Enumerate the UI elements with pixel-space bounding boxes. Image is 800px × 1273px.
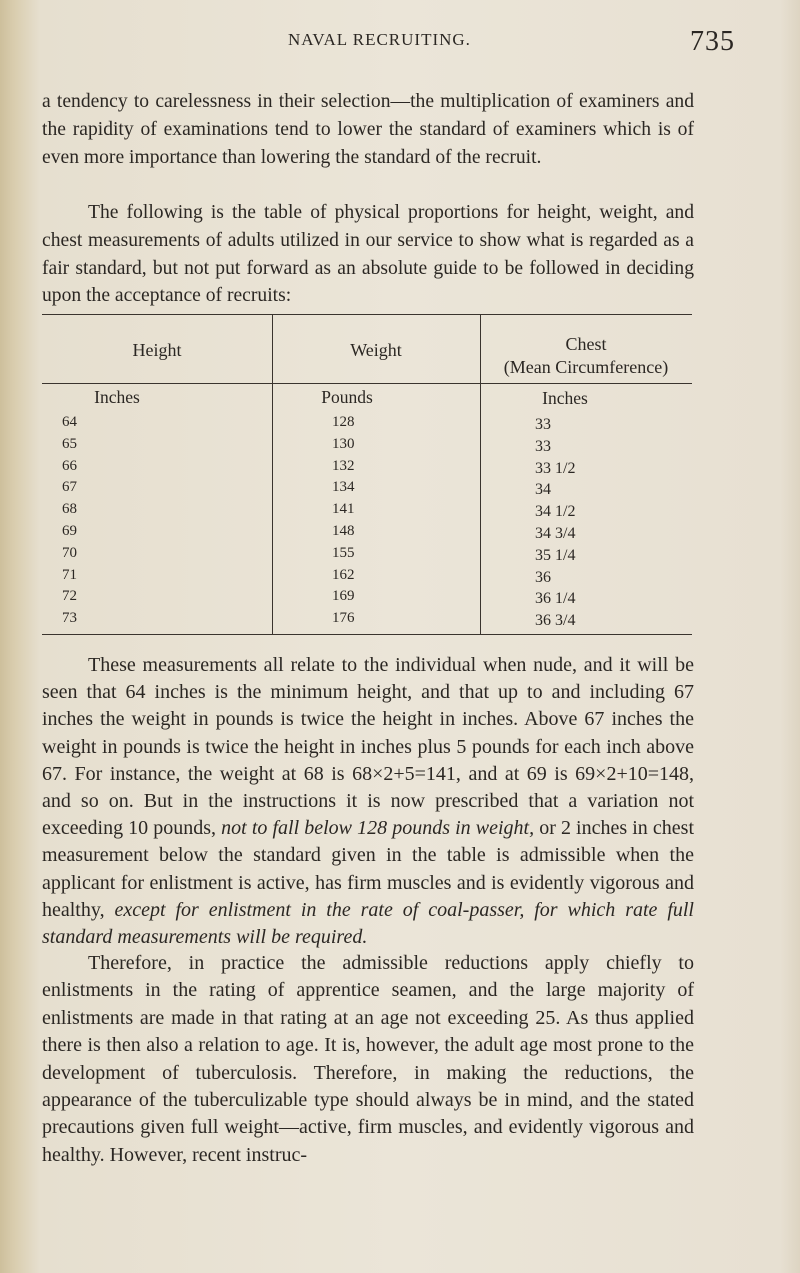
- table-cell-chest: 34 1/2: [535, 503, 576, 521]
- table-cell-weight: 155: [332, 544, 355, 561]
- height-column: [62, 412, 77, 630]
- table-column-divider: [272, 314, 273, 635]
- physical-proportions-table: [42, 314, 692, 636]
- running-title: NAVAL RECRUITING.: [288, 30, 471, 49]
- running-head: [0, 20, 800, 60]
- chest-column: [535, 414, 575, 632]
- table-cell-height: 68: [62, 501, 77, 518]
- table-cell-chest: 36 1/4: [535, 590, 576, 608]
- table-cell-height: 72: [62, 588, 77, 605]
- weight-column: [332, 412, 355, 630]
- header-chest: Chest: [565, 334, 607, 354]
- table-cell-weight: 176: [332, 610, 355, 627]
- paragraph-reductions: Therefore, in practice the admissible reductions apply chiefly to enlistments in the rating of apprentice seamen, and the large majority of enlistments are made in that rating at an age not exceeding 25. As thus applied there is then also a relation to age. It is, however, the adult age most prone to the development of tuberculosis. Therefore, in making the reductions, the appearance of the tuberculizable type should always be in mind, and the stated precautions given full weight—active, firm muscles, and evidently vigorous and healthy. However, recent instruc-: [42, 952, 694, 1166]
- page-number: 735: [690, 26, 735, 57]
- table-cell-chest: 33 1/2: [535, 459, 576, 477]
- table-cell-chest: 36 3/4: [535, 612, 576, 630]
- paragraph-table-intro: The following is the table of physical proportions for height, weight, and chest measurements of adults utilized in our service to show what is regarded as a fair standard, but not put forward as an absolute guide to be followed in deciding upon the acceptance of recruits:: [42, 202, 694, 307]
- unit-chest: Inches: [542, 388, 588, 408]
- p3-italic-text: not to fall below 128 pounds in weight,: [221, 817, 535, 840]
- table-cell-chest: 34 3/4: [535, 524, 576, 542]
- table-cell-height: 64: [62, 414, 77, 430]
- table-cell-weight: 141: [332, 501, 355, 518]
- header-chest-subtitle: (Mean Circumference): [503, 357, 669, 377]
- table-cell-weight: 128: [332, 414, 355, 430]
- table-cell-chest: 36: [535, 568, 551, 586]
- table-cell-weight: 148: [332, 522, 355, 539]
- table-bottom-rule: [42, 634, 692, 635]
- table-cell-height: 71: [62, 566, 77, 583]
- table-top-rule: [42, 314, 692, 315]
- table-header-rule: [42, 383, 692, 384]
- paragraph-measurements: [42, 652, 694, 951]
- table-cell-chest: 34: [535, 481, 551, 499]
- unit-height: Inches: [94, 387, 140, 407]
- p3-italic-exception: except for enlistment in the rate of coal-passer, for which rate full standard measurements will be required.: [42, 898, 694, 949]
- table-cell-height: 65: [62, 435, 77, 452]
- table-cell-height: 73: [62, 610, 77, 627]
- table-cell-chest: 35 1/4: [535, 546, 576, 564]
- header-height: Height: [132, 340, 182, 360]
- table-cell-weight: 132: [332, 457, 355, 474]
- table-cell-weight: 130: [332, 435, 355, 452]
- table-cell-chest: 33: [535, 416, 551, 433]
- paragraph-continuation: a tendency to carelessness in their selection—the multiplication of examiners and the rapidity of examinations tend to lower the standard of examiners which is of even more importance than lowering the standard of the recruit.: [42, 91, 694, 168]
- table-cell-chest: 33: [535, 437, 551, 455]
- unit-weight: Pounds: [321, 387, 373, 407]
- table-cell-weight: 169: [332, 588, 355, 605]
- table-cell-height: 66: [62, 457, 77, 474]
- table-cell-height: 70: [62, 544, 77, 561]
- table-cell-height: 69: [62, 522, 77, 539]
- table-cell-height: 67: [62, 479, 77, 496]
- table-cell-weight: 134: [332, 479, 355, 496]
- header-weight: Weight: [350, 340, 402, 360]
- table-cell-weight: 162: [332, 566, 355, 583]
- p3-text-cont: or 2 inches in chest measurement below the standard given in the table is admissible when the applicant for enlistment is active, has firm muscles and is evidently vigorous and healthy,: [42, 817, 694, 921]
- p3-text: These measurements all relate to the individual when nude, and it will be seen that 64 inches is the minimum height, and that up to and including 67 inches the weight in pounds is twice the height in inches. Above 67 inches the weight in pounds is twice the height in inches plus 5 pounds for each inch above 67. For instance, the weight at 68 is 68×2+5=141, and at 69 is 69×2+10=148, and so on. But in the instructions it is now prescribed that a variation not exceeding 10 pounds,: [42, 654, 694, 840]
